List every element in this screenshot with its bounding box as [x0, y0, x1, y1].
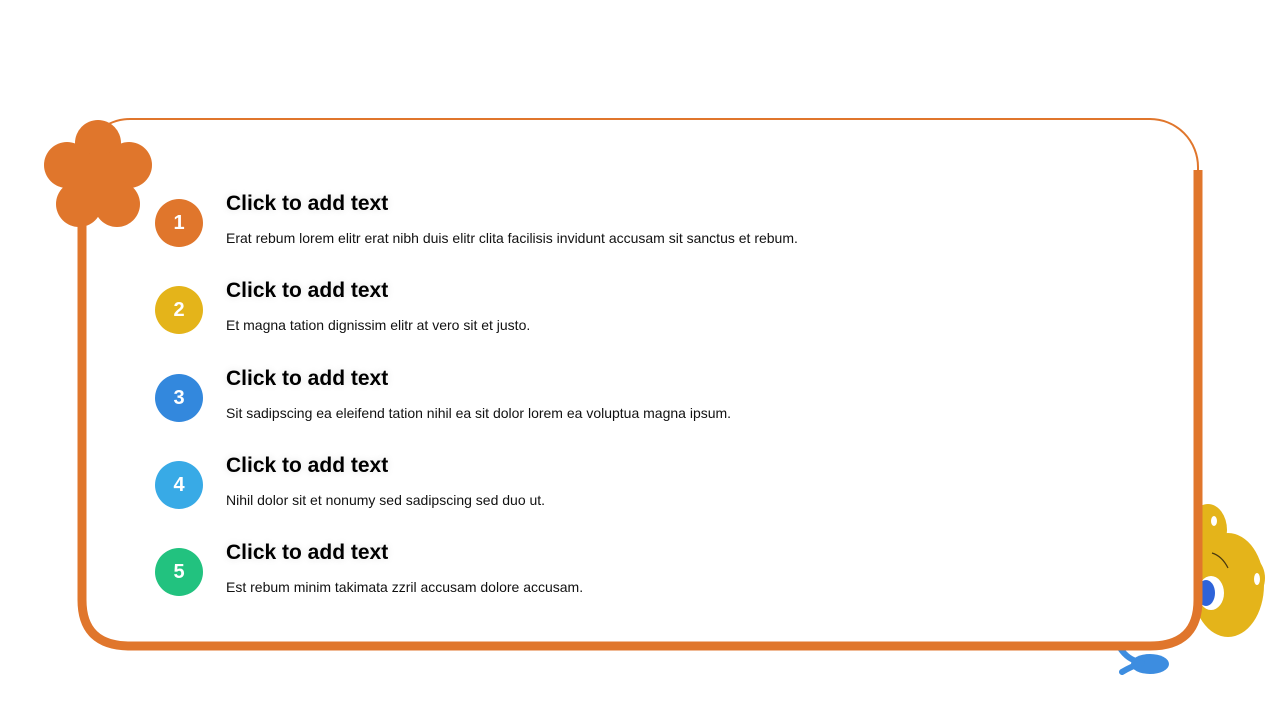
number-badge: 4 — [155, 461, 203, 509]
number-badge: 3 — [155, 374, 203, 422]
number-badge: 1 — [155, 199, 203, 247]
blue-splash-illustration — [1120, 648, 1169, 674]
item-title[interactable]: Click to add text — [226, 367, 389, 390]
number-badge: 2 — [155, 286, 203, 334]
item-title[interactable]: Click to add text — [226, 454, 389, 477]
item-title[interactable]: Click to add text — [226, 192, 389, 215]
list-item-1 — [155, 192, 1055, 279]
number-badge: 5 — [155, 548, 203, 596]
item-title[interactable]: Click to add text — [226, 279, 389, 302]
item-description[interactable]: Est rebum minim takimata zzril accusam dolore accusam. — [226, 579, 584, 595]
item-description[interactable]: Nihil dolor sit et nonumy sed sadipscing sed duo ut. — [226, 492, 546, 508]
item-title[interactable]: Click to add text — [226, 541, 389, 564]
list-item-4 — [155, 454, 1055, 541]
item-description[interactable]: Erat rebum lorem elitr erat nibh duis elitr clita facilisis invidunt accusam sit sanctus et rebum. — [226, 230, 798, 246]
list-item-3 — [155, 367, 1055, 454]
item-description[interactable]: Et magna tation dignissim elitr at vero sit et justo. — [226, 317, 531, 333]
list-item-5 — [155, 541, 1055, 628]
list-item-2 — [155, 279, 1055, 366]
item-description[interactable]: Sit sadipscing ea eleifend tation nihil ea sit dolor lorem ea voluptua magna ipsum. — [226, 405, 732, 421]
